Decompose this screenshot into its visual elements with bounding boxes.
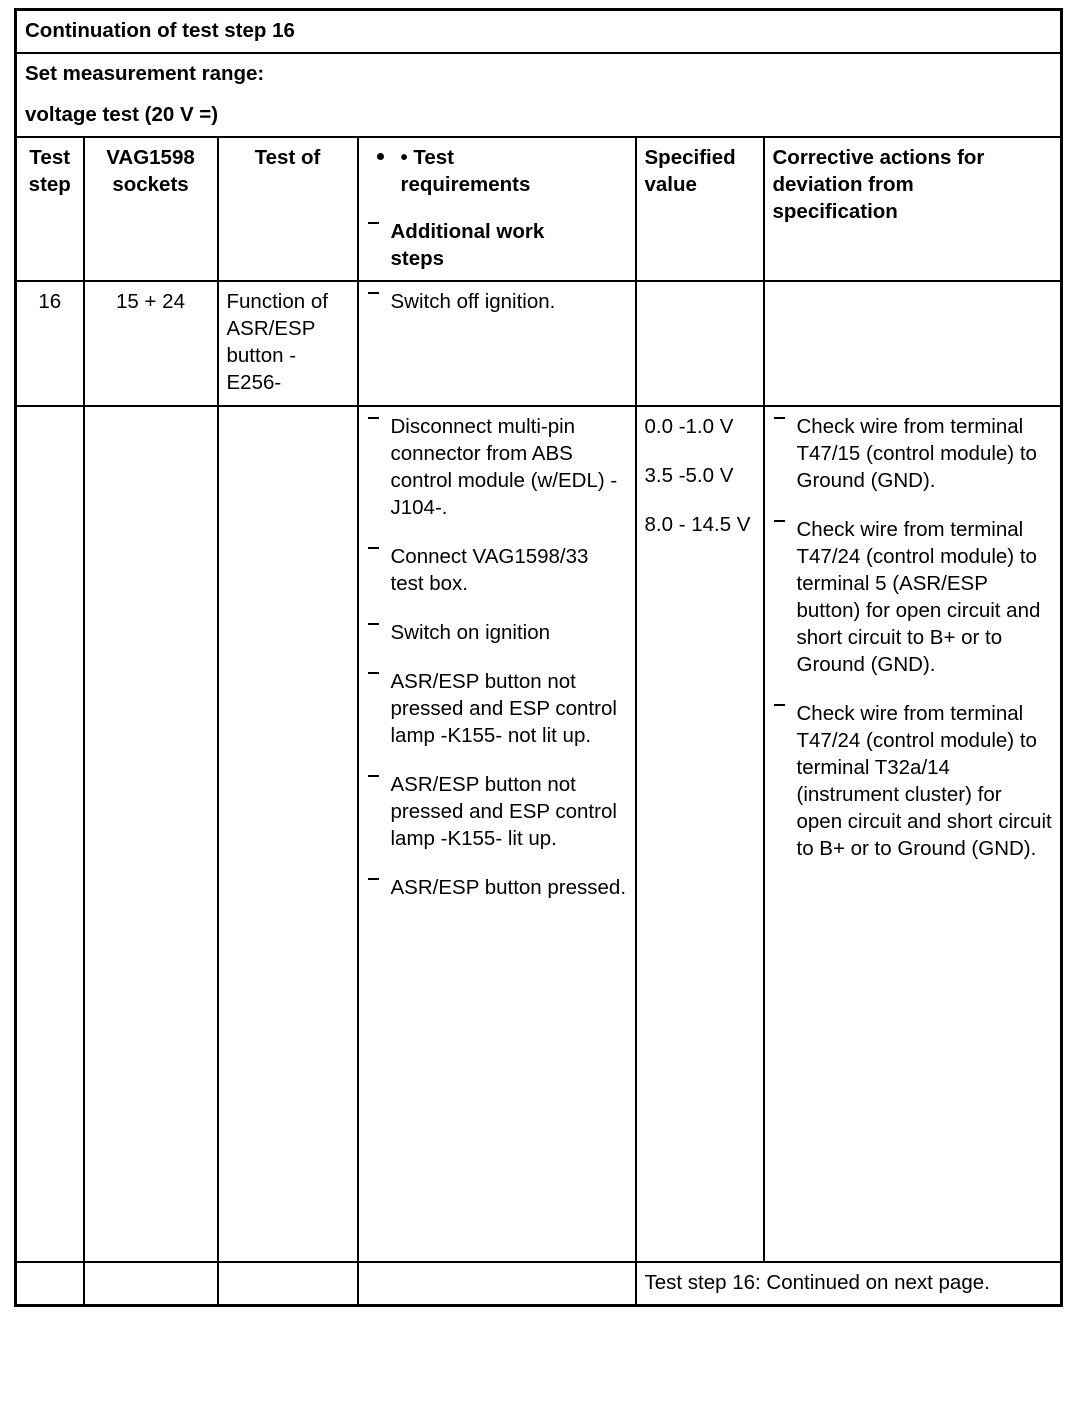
header-sockets-line2: sockets (112, 173, 189, 197)
dash-icon (774, 417, 785, 419)
row-1-requirement-text-1: Connect VAG1598/33 test box. (390, 544, 589, 595)
header-requirements-line4: steps (390, 247, 445, 271)
header-corrective-line3: specification (772, 200, 898, 224)
row-0-sockets: 15 + 24 (84, 281, 218, 405)
header-requirements-line1: • Test (400, 146, 455, 170)
header-corrective-line1: Corrective actions for (772, 146, 985, 170)
header-requirements-line3: Additional work (390, 220, 545, 244)
footer-test-step (16, 1262, 84, 1306)
bullet-dot-icon (377, 153, 384, 160)
header-test-step-line1: Test (29, 146, 71, 170)
header-corrective-line2: deviation from (772, 173, 914, 197)
table-subtitle-row-1 (16, 53, 1062, 95)
row-1-corrective-text-0: Check wire from terminal T47/15 (control module) to Ground (GND). (796, 414, 1037, 492)
header-sockets (84, 137, 218, 281)
footer-continued-note: Test step 16: Continued on next page. (636, 1262, 1062, 1306)
row-1-corrective-text-2: Check wire from terminal T47/24 (control module) to terminal T32a/14 (instrument cluster) for open circuit and short circuit to B+ or to Ground (GND). (796, 701, 1052, 861)
row-1-test-of (218, 406, 358, 1262)
table-footer-row (16, 1262, 1062, 1306)
row-1-requirement-text-2: Switch on ignition (390, 620, 551, 644)
row-1-requirement-item (367, 619, 627, 646)
table-title-row (16, 10, 1062, 54)
table-subtitle-row-2 (16, 95, 1062, 137)
footer-sockets (84, 1262, 218, 1306)
header-test-step-line2: step (28, 173, 71, 197)
header-test-requirements (358, 137, 636, 281)
header-corrective-actions (764, 137, 1062, 281)
dash-icon (368, 672, 379, 674)
header-sockets-line1: VAG1598 (106, 146, 195, 170)
row-1-specified-value (636, 406, 764, 1262)
row-0-test-step: 16 (16, 281, 84, 405)
table-row (16, 406, 1062, 1262)
table-title: Continuation of test step 16 (16, 10, 1062, 54)
row-0-requirement-text: Switch off ignition. (390, 290, 556, 314)
footer-requirements (358, 1262, 636, 1306)
measurement-range-label: Set measurement range: (16, 53, 1062, 95)
header-requirements-line2: requirements (400, 173, 531, 197)
header-specified-value (636, 137, 764, 281)
row-0-corrective-actions (764, 281, 1062, 405)
row-1-requirement-text-4: ASR/ESP button not pressed and ESP control lamp -K155- lit up. (390, 772, 617, 851)
row-1-corrective-item (773, 413, 1053, 494)
row-1-sockets (84, 406, 218, 1262)
row-1-requirement-item (367, 413, 627, 521)
header-specified-line2: value (644, 173, 697, 197)
row-0-requirement-item (367, 288, 627, 315)
row-1-requirement-item (367, 668, 627, 749)
row-1-corrective-text-1: Check wire from terminal T47/24 (control module) to terminal 5 (ASR/ESP button) for open circuit and short circuit to B+ or to Ground (GND). (796, 517, 1041, 676)
row-1-specified-item-1: 3.5 -5.0 V (644, 463, 734, 487)
row-1-test-step (16, 406, 84, 1262)
row-1-corrective-actions (764, 406, 1062, 1262)
row-1-corrective-item (773, 516, 1053, 678)
row-1-specified-item-0: 0.0 -1.0 V (644, 414, 734, 438)
dash-icon (774, 704, 785, 706)
header-specified-line1: Specified (644, 146, 736, 170)
row-1-requirements (358, 406, 636, 1262)
row-1-requirement-item (367, 874, 627, 901)
dash-icon (368, 878, 379, 880)
row-1-requirement-item (367, 543, 627, 597)
header-requirements-bullet-line (367, 144, 627, 171)
row-1-requirement-text-5: ASR/ESP button pressed. (390, 876, 627, 900)
row-1-requirement-text-0: Disconnect multi-pin connector from ABS control module (w/EDL) -J104-. (390, 414, 618, 519)
header-test-step (16, 137, 84, 281)
dash-icon (368, 417, 379, 419)
table-header-row (16, 137, 1062, 281)
row-0-requirements (358, 281, 636, 405)
dash-icon (368, 222, 379, 224)
row-1-requirement-item (367, 771, 627, 852)
table-row (16, 281, 1062, 405)
row-1-requirement-text-3: ASR/ESP button not pressed and ESP control lamp -K155- not lit up. (390, 669, 617, 747)
row-0-test-of: Function of ASR/ESP button -E256- (218, 281, 358, 405)
footer-test-of (218, 1262, 358, 1306)
measurement-range-value: voltage test (20 V =) (16, 95, 1062, 137)
header-test-of: Test of (218, 137, 358, 281)
header-requirements-line3-wrap (367, 218, 627, 245)
dash-icon (774, 520, 785, 522)
test-step-table (14, 8, 1063, 1307)
dash-icon (368, 775, 379, 777)
dash-icon (368, 547, 379, 549)
row-1-specified-item-2: 8.0 - 14.5 V (644, 512, 751, 536)
dash-icon (368, 292, 379, 294)
dash-icon (368, 623, 379, 625)
row-0-specified-value (636, 281, 764, 405)
row-1-corrective-item (773, 700, 1053, 862)
